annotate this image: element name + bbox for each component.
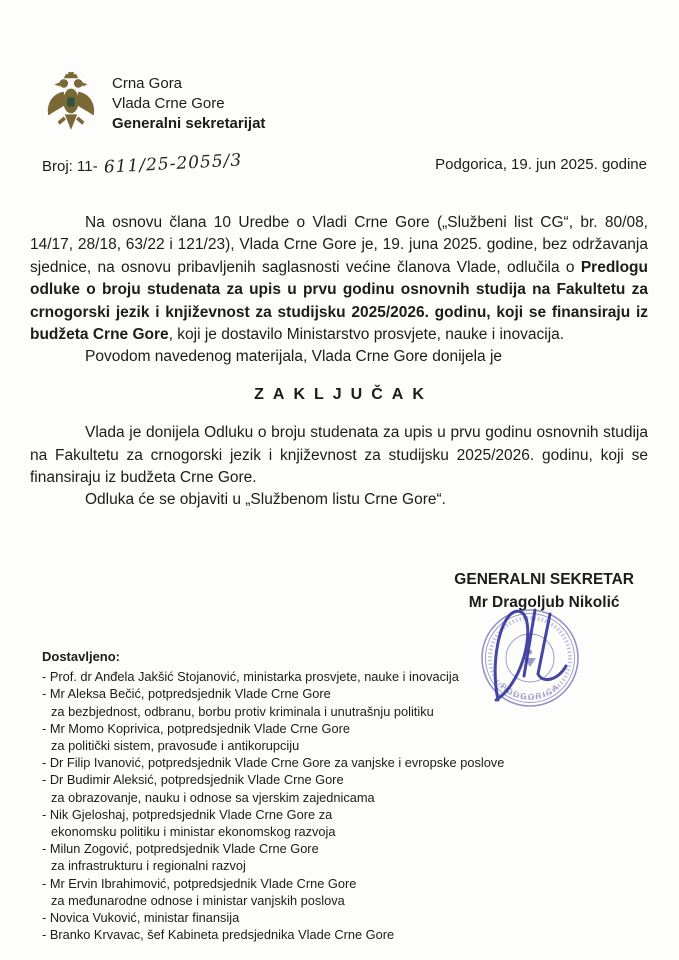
distribution-entry-continuation: za politički sistem, pravosuđe i antikorupciju bbox=[51, 738, 300, 754]
list-item bbox=[42, 771, 602, 805]
paragraph-legal-basis bbox=[30, 212, 648, 346]
signature-block bbox=[454, 568, 634, 614]
list-item bbox=[42, 720, 602, 754]
distribution-label: Dostavljeno: bbox=[42, 649, 121, 664]
distribution-entry: - Mr Aleksa Bečić, potpredsjednik Vlade Crne Gore bbox=[42, 686, 331, 702]
distribution-entry-continuation: za infrastrukturu i regionalni razvoj bbox=[51, 858, 246, 874]
distribution-entry-continuation: za bezbjednost, odbranu, borbu protiv kriminala i unutrašnju politiku bbox=[51, 703, 434, 719]
signatory-title: GENERALNI SEKRETAR bbox=[454, 571, 634, 588]
distribution-entry: - Novica Vuković, ministar finansija bbox=[42, 910, 240, 926]
document-body bbox=[30, 212, 648, 512]
paragraph-bold-subject: Predlogu odluke o broju studenata za upis u prvu godinu osnovnih studija na Fakultetu za crnogorski jezik i književnost za studijsku 2025/2026. godinu, koji se finansiraju iz budžeta Crne Gore bbox=[30, 258, 648, 344]
distribution-list bbox=[42, 668, 602, 943]
distribution-entry: - Milun Zogović, potpredsjednik Vlade Crne Gore bbox=[42, 841, 319, 857]
list-item bbox=[42, 754, 602, 771]
distribution-entry: - Branko Krvavac, šef Kabineta predsjednika Vlade Crne Gore bbox=[42, 927, 395, 943]
signatory-name: Mr Dragoljub Nikolić bbox=[468, 594, 620, 611]
document-number-label: Broj: 11- bbox=[42, 158, 98, 175]
coat-of-arms-icon bbox=[45, 70, 97, 134]
distribution-entry: - Prof. dr Anđela Jakšić Stojanović, ministarka prosvjete, nauke i inovacija bbox=[42, 669, 459, 685]
paragraph-publication: Odluka će se objaviti u „Službenom listu Crne Gore“. bbox=[85, 491, 446, 509]
list-item bbox=[42, 685, 602, 719]
list-item bbox=[42, 806, 602, 840]
paragraph-text-end: , koji je dostavilo Ministarstvo prosvjete, nauke i inovacija. bbox=[168, 326, 565, 344]
distribution-entry: - Dr Filip Ivanović, potpredsjednik Vlade Crne Gore za vanjske i evropske poslove bbox=[42, 755, 505, 771]
place-date: Podgorica, 19. jun 2025. godine bbox=[435, 156, 647, 173]
conclusion-heading: ZAKLJUČAK bbox=[254, 385, 433, 403]
distribution-entry-continuation: za obrazovanje, nauku i odnose sa vjerskim zajednicama bbox=[51, 789, 375, 805]
distribution-entry: - Nik Gjeloshaj, potpredsjednik Vlade Crne Gore za bbox=[42, 806, 333, 822]
stamp-bottom-text: PODGORICA bbox=[498, 681, 562, 702]
list-item bbox=[42, 926, 602, 943]
list-item bbox=[42, 909, 602, 926]
distribution-section bbox=[42, 648, 602, 943]
header-government: Vlada Crne Gore bbox=[112, 95, 225, 112]
distribution-entry: - Mr Momo Koprivica, potpredsjednik Vlade Crne Gore bbox=[42, 720, 350, 736]
meta-row bbox=[42, 150, 647, 178]
document-number-handwritten: 611/25-2055/3 bbox=[103, 150, 243, 178]
document-header bbox=[45, 70, 265, 134]
paragraph-decision: Vlada je donijela Odluku o broju studenata za upis u prvu godinu osnovnih studija na Fakultetu za crnogorski jezik i književnost za studijsku 2025/2026. godinu, koji se finansiraju iz budžeta Crne Gore. bbox=[30, 424, 648, 487]
distribution-entry-continuation: ekonomsku politiku i ministar ekonomskog razvoja bbox=[51, 824, 336, 840]
header-secretariat: Generalni sekretarijat bbox=[112, 115, 266, 132]
distribution-entry-continuation: za međunarodne odnose i ministar vanjskih poslova bbox=[51, 892, 345, 908]
paragraph-intro: Povodom navedenog materijala, Vlada Crne Gore donijela je bbox=[85, 348, 503, 366]
list-item bbox=[42, 840, 602, 874]
list-item bbox=[42, 875, 602, 909]
list-item bbox=[42, 668, 602, 685]
header-country: Crna Gora bbox=[112, 75, 183, 92]
distribution-entry: - Mr Ervin Ibrahimović, potpredsjednik Vlade Crne Gore bbox=[42, 875, 357, 891]
distribution-entry: - Dr Budimir Aleksić, potpredsjednik Vlade Crne Gore bbox=[42, 772, 344, 788]
paragraph-text: Na osnovu člana 10 Uredbe o Vladi Crne Gore („Službeni list CG“, br. 80/08, 14/17, 28/18, 63/22 i 121/23), Vlada Crne Gore je, 19. juna 2025. godine, bez održavanja sjednice, na osnovu pribavljenih saglasnosti većine članova Vlade, odlučila o bbox=[30, 214, 648, 276]
document-number bbox=[42, 150, 243, 178]
